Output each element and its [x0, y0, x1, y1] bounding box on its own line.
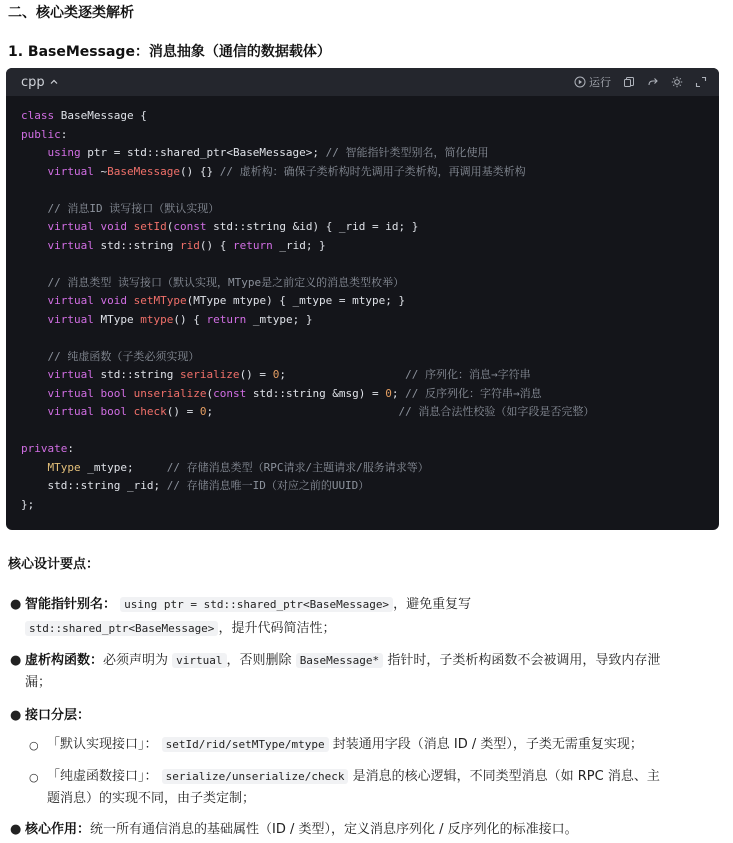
- code-line: [21, 163, 719, 182]
- code-token: [127, 387, 134, 400]
- language-label: cpp: [21, 74, 45, 90]
- inline-code: using ptr = std::shared_ptr<BaseMessage>: [120, 597, 393, 612]
- code-token: [21, 294, 48, 307]
- code-token: [127, 220, 134, 233]
- code-token: public: [21, 127, 61, 141]
- code-token: [21, 387, 48, 400]
- code-line: [21, 144, 719, 163]
- code-token: ptr = std::shared_ptr<BaseMessage>;: [80, 146, 326, 159]
- code-token: () {}: [179, 164, 220, 178]
- code-token: ;: [391, 386, 406, 400]
- bullet-dot: ●: [10, 597, 22, 612]
- inline-code: BaseMessage*: [296, 653, 383, 668]
- point-text: 统一所有通信消息的基础属性（ID / 类型），定义消息序列化 / 反序列化的标准接口。: [90, 822, 578, 837]
- list-item-continuation: [25, 672, 725, 694]
- list-item: [25, 705, 725, 727]
- code-content: [6, 96, 719, 514]
- code-line: [21, 200, 719, 219]
- code-line: [21, 385, 719, 404]
- inline-code: virtual: [172, 653, 226, 668]
- share-icon[interactable]: [647, 76, 659, 88]
- code-line: [21, 126, 719, 145]
- expand-icon[interactable]: [695, 76, 707, 88]
- code-token: std::string: [93, 238, 180, 252]
- code-token: virtual: [47, 294, 94, 307]
- code-block: [6, 68, 719, 530]
- code-token: class: [21, 109, 55, 122]
- code-token: const: [173, 220, 207, 233]
- sub-point-text: 封装通用字段（消息 ID / 类型），子类无需重复实现；: [332, 737, 643, 752]
- code-token: 0: [385, 386, 392, 400]
- code-line: [21, 255, 719, 274]
- code-token: // 消息合法性校验（如字段是否完整）: [398, 405, 595, 418]
- code-token: [21, 146, 48, 159]
- code-token: // 反序列化：字符串→消息: [405, 386, 542, 400]
- code-token: };: [21, 497, 35, 511]
- code-line: [21, 348, 719, 367]
- point-label: 虚析构函数：: [25, 653, 104, 668]
- design-points-title: 核心设计要点：: [8, 557, 100, 572]
- code-token: [21, 239, 48, 252]
- code-block-header: [6, 68, 719, 96]
- list-item: [25, 594, 725, 616]
- code-token: serialize: [179, 368, 240, 381]
- code-token: BaseMessage {: [54, 109, 147, 122]
- code-token: () {: [199, 238, 233, 252]
- point-text: 漏；: [25, 675, 52, 690]
- code-token: _rid; }: [272, 238, 326, 252]
- sub-point-text: 题消息）的实现不同，由子类定制；: [47, 791, 256, 806]
- code-token: ;: [206, 405, 399, 418]
- sub-point-label: 「纯虚函数接口」：: [47, 769, 158, 784]
- chevron-up-icon: [49, 77, 59, 87]
- bullet-dot: ●: [10, 653, 22, 668]
- point-label: 接口分层：: [25, 708, 91, 723]
- sub-list-item: [47, 734, 727, 756]
- code-token: [21, 165, 48, 178]
- code-token: MType: [47, 460, 81, 474]
- code-line: [21, 440, 719, 459]
- code-token: std::string &msg) =: [246, 386, 386, 400]
- copy-icon[interactable]: [623, 76, 635, 88]
- code-token: [127, 405, 134, 418]
- code-token: virtual: [47, 368, 94, 381]
- code-token: // 存储消息唯一ID（对应之前的UUID）: [166, 479, 370, 492]
- code-line: [21, 274, 719, 293]
- theme-icon[interactable]: [671, 76, 683, 88]
- code-token: (: [206, 386, 214, 400]
- code-token: _mtype; }: [246, 312, 313, 326]
- code-token: rid: [179, 238, 200, 252]
- code-token: virtual: [47, 238, 94, 252]
- code-line: [21, 218, 719, 237]
- code-token: // 纯虚函数（子类必须实现）: [47, 349, 200, 363]
- code-token: [21, 202, 48, 215]
- sub-bullet-circle: ○: [29, 771, 39, 784]
- sub-point-text: 是消息的核心逻辑，不同类型消息（如 RPC 消息、主: [352, 769, 660, 784]
- code-token: return: [232, 238, 273, 252]
- code-token: () {: [173, 312, 207, 326]
- inline-code: serialize/unserialize/check: [162, 769, 349, 784]
- code-token: using: [47, 146, 81, 159]
- point-text: ，避免重复写: [393, 597, 472, 612]
- code-token: setId: [133, 220, 167, 233]
- code-token: 0: [199, 405, 207, 418]
- point-label: 智能指针别名：: [25, 597, 117, 612]
- code-token: virtual: [47, 386, 94, 400]
- list-item-continuation: [25, 618, 725, 640]
- subsection-heading: 1. BaseMessage：消息抽象（通信的数据载体）: [8, 44, 331, 60]
- code-token: :: [67, 442, 74, 455]
- list-item: [25, 650, 725, 672]
- code-token: () =: [239, 368, 273, 381]
- code-token: MType: [93, 312, 141, 326]
- code-line: [21, 181, 719, 200]
- code-token: [21, 350, 48, 363]
- code-token: ;: [279, 368, 406, 381]
- code-line: [21, 403, 719, 422]
- point-text: 指针时，子类析构函数不会被调用，导致内存泄: [387, 653, 661, 668]
- code-token: // 智能指针类型别名，简化使用: [325, 146, 489, 159]
- code-token: return: [206, 312, 247, 326]
- code-token: virtual: [47, 312, 94, 326]
- code-token: const: [213, 386, 247, 400]
- bullet-dot: ●: [10, 822, 22, 837]
- code-token: [21, 405, 48, 418]
- code-token: bool: [100, 386, 127, 400]
- sub-bullet-circle: ○: [29, 739, 39, 752]
- code-token: [21, 461, 48, 474]
- point-label: 核心作用：: [25, 822, 91, 837]
- code-token: std::string _rid;: [21, 479, 167, 492]
- code-token: _mtype;: [80, 460, 167, 474]
- code-token: // 序列化：消息→字符串: [405, 368, 531, 381]
- inline-code: setId/rid/setMType/mtype: [162, 737, 329, 752]
- code-token: std::string: [93, 368, 180, 381]
- code-token: void: [100, 220, 127, 233]
- code-token: bool: [100, 405, 127, 418]
- code-line: [21, 366, 719, 385]
- code-line: [21, 459, 719, 478]
- code-line: [21, 329, 719, 348]
- code-token: [127, 294, 134, 307]
- sub-list-item: [47, 766, 727, 788]
- code-line: [21, 107, 719, 126]
- code-line: [21, 477, 719, 496]
- code-token: std::string &id) { _rid = id; }: [206, 220, 419, 233]
- run-button[interactable]: [574, 74, 611, 90]
- code-token: [21, 368, 48, 381]
- code-token: () =: [166, 405, 200, 418]
- run-label: 运行: [589, 76, 611, 89]
- code-token: (MType mtype) { _mtype = mtype; }: [186, 294, 406, 307]
- code-token: (: [166, 220, 174, 233]
- code-token: // 消息ID 读写接口（默认实现）: [47, 201, 220, 215]
- code-token: 0: [272, 368, 280, 381]
- bullet-dot: ●: [10, 708, 22, 723]
- code-token: check: [133, 405, 167, 418]
- code-token: virtual: [47, 220, 94, 233]
- inline-code: std::shared_ptr<BaseMessage>: [25, 621, 218, 636]
- code-token: // 虚析构：确保子类析构时先调用子类析构，再调用基类析构: [219, 164, 526, 178]
- code-line: [21, 422, 719, 441]
- code-token: private: [21, 442, 68, 455]
- point-text: ，否则删除: [226, 653, 292, 668]
- point-text: 必须声明为: [103, 653, 169, 668]
- code-token: virtual: [47, 405, 94, 418]
- code-token: ~: [93, 164, 108, 178]
- code-token: unserialize: [133, 386, 207, 400]
- sub-point-label: 「默认实现接口」：: [47, 737, 158, 752]
- code-token: [21, 313, 48, 326]
- code-token: mtype: [140, 312, 174, 326]
- code-token: void: [100, 294, 127, 307]
- language-toggle[interactable]: [21, 75, 59, 90]
- list-item: [25, 819, 725, 841]
- code-token: // 存储消息类型（RPC请求/主题请求/服务请求等）: [166, 460, 429, 474]
- point-text: ，提升代码简洁性；: [218, 621, 336, 636]
- code-token: setMType: [133, 294, 187, 307]
- code-token: virtual: [47, 164, 94, 178]
- code-line: [21, 292, 719, 311]
- code-token: // 消息类型 读写接口（默认实现，MType是之前定义的消息类型枚举）: [47, 275, 405, 289]
- code-token: :: [60, 127, 68, 141]
- sub-list-item-continuation: [47, 788, 727, 810]
- code-line: [21, 311, 719, 330]
- play-icon: [574, 76, 586, 88]
- code-line: [21, 237, 719, 256]
- code-line: [21, 496, 719, 515]
- code-token: [21, 276, 48, 289]
- code-token: BaseMessage: [107, 164, 180, 178]
- code-token: [21, 220, 48, 233]
- section-heading: 二、核心类逐类解析: [8, 5, 134, 21]
